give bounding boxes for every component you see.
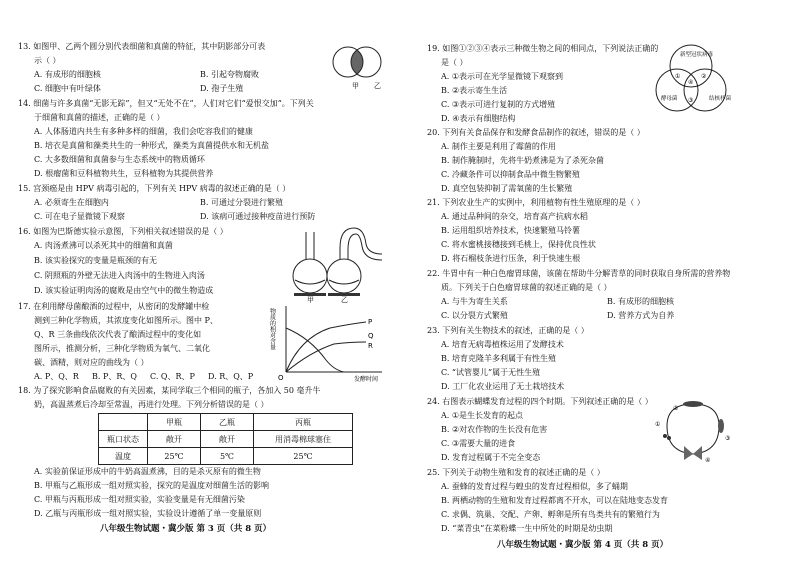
- q13-venn-diagram: [328, 40, 388, 92]
- caterpillar-icon: [683, 401, 703, 407]
- q17-stem-line3: Q、R 三条曲线依次代表了酿酒过程中的变化如: [34, 330, 202, 339]
- q18-experiment-table: [98, 413, 353, 465]
- table-cell: 用消毒棉球塞住: [254, 431, 353, 448]
- q21-stem: 21. 下列农业生产的实例中，利用植物有性生殖原理的是（ ）: [427, 198, 645, 207]
- q17-option-a: A. P、Q、R: [34, 372, 79, 381]
- q19-option-c: C. ③表示可进行复制的方式增殖: [441, 100, 556, 109]
- q18-option-c: C. 甲瓶与丙瓶形成一组对照实验，实验变量是有无细菌污染: [34, 495, 245, 504]
- q19-label-yeast: 酵母菌: [661, 96, 678, 102]
- q15-stem: 15. 宫颈癌是由 HPV 病毒引起的，下列有关 HPV 病毒的叙述正确的是（ ）: [18, 184, 291, 193]
- q22-option-c: C. 以分裂方式繁殖: [441, 311, 508, 320]
- table-row: [99, 448, 353, 465]
- q17-label-p: P: [368, 318, 373, 326]
- q17-stem-line4: 图所示，推测分析，三种化学物质为氧气、二氧化: [34, 344, 210, 353]
- q19-label-tb: 结核杆菌: [709, 96, 732, 102]
- q24-stage-3: ③: [725, 435, 731, 442]
- q22-stem-line2: 质。下列关于白色瘤胃球菌的叙述正确的是（ ）: [441, 283, 612, 292]
- q19-region-4: ④: [688, 79, 694, 86]
- q20-option-c: C. 冷藏条件可以抑制食品中微生物繁殖: [441, 170, 580, 179]
- q19-option-b: B. ②表示寄生生活: [441, 86, 508, 95]
- q17-stem-line2: 测到三种化学物质，其浓度变化如图所示。图中 P、: [34, 316, 218, 325]
- q16-stem: 16. 如图为巴斯德实验示意图，下列相关叙述错误的是（ ）: [18, 227, 228, 236]
- q22-option-a: A. 与牛为寄生关系: [441, 297, 508, 306]
- q19-option-d: D. ④表示有细胞结构: [441, 114, 516, 123]
- q13-label-a: 甲: [352, 82, 359, 90]
- q17-option-c: C. Q、R、P: [150, 372, 195, 381]
- q14-stem-line1: 14. 细菌与许多真菌“无影无踪”，但又“无处不在”，人们对它们“爱恨交加”。下列关: [18, 99, 314, 108]
- table-header-cell: 乙瓶: [201, 414, 254, 431]
- q19-region-3: ③: [688, 97, 694, 104]
- table-cell: 温度: [99, 448, 148, 465]
- q19-region-2: ②: [701, 73, 707, 80]
- q19-option-a: A. ①表示可在光学显微镜下观察到: [441, 72, 564, 81]
- exam-page-4: [397, 0, 794, 561]
- q17-label-r: R: [368, 342, 373, 350]
- table-cell: 25℃: [254, 448, 353, 465]
- q14-stem-line2: 于细菌和真菌的描述，正确的是（ ）: [34, 113, 165, 122]
- q25-option-c: C. 求偶、筑巢、交配、产卵、孵卵是所有鸟类共有的繁殖行为: [441, 510, 660, 519]
- q23-option-b: B. 培育克隆羊多利属于有性生殖: [441, 354, 556, 363]
- q13-option-d: D. 孢子生殖: [200, 84, 244, 93]
- q19-stem-line2: 是（ ）: [441, 58, 468, 67]
- table-cell: 瓶口状态: [99, 431, 148, 448]
- q19-label-virus: 新型冠状病毒: [680, 52, 714, 58]
- q19-region-1: ①: [675, 73, 681, 80]
- q20-option-b: B. 制作腌制时，先将牛奶煮沸是为了杀死杂菌: [441, 156, 604, 165]
- q17-option-b: B. P、R、Q: [92, 372, 137, 381]
- q24-stage-1-egg: ①: [655, 421, 661, 428]
- q19-three-circle-venn: [647, 42, 737, 122]
- table-row: [99, 414, 353, 431]
- q16-option-c: C. 阴照瓶的外壁无法进入肉汤中的生物进入肉汤: [34, 271, 205, 280]
- pupa-icon: [718, 419, 724, 433]
- q13-label-b: 乙: [374, 82, 381, 90]
- q13-option-c: C. 细胞中有叶绿体: [34, 84, 101, 93]
- q22-option-b: B. 有成形的细胞核: [607, 297, 674, 306]
- q22-stem-line1: 22. 牛胃中有一种白色瘤胃球菌，该菌在帮助牛分解青草的同时获取自身所需的营养物: [427, 269, 731, 278]
- table-header-cell: 丙瓶: [254, 414, 353, 431]
- q13-option-b: B. 引起夸物腐败: [200, 70, 259, 79]
- table-header-cell: 甲瓶: [148, 414, 201, 431]
- q18-option-b: B. 甲瓶与乙瓶形成一组对照实验，探究的是温度对细菌生活的影响: [34, 481, 269, 490]
- q13-stem-line2: 示（ ）: [34, 56, 61, 65]
- q23-option-a: A. 培育无病毒植株运用了发酵技术: [441, 340, 564, 349]
- q14-option-d: D. 根瘤菌和豆科植物共生，豆科植物为其提供营养: [34, 169, 214, 178]
- q23-option-d: D. 工厂化农业运用了无土栽培技术: [441, 382, 565, 391]
- q13-option-a: A. 有成形的细胞核: [34, 70, 101, 79]
- table-row: [99, 431, 353, 448]
- page-footer-4: 八年级生物试题・冀少版 第 4 页（共 8 页）: [497, 540, 669, 550]
- q21-option-a: A. 通过品种间的杂交，培育高产抗病水稻: [441, 212, 588, 221]
- q17-x-axis-label: 发酵时间: [354, 376, 379, 383]
- q18-stem-line2: 奶，高温蒸煮后冷却至常温，再进行处理。下列分析错误的是（ ）: [34, 400, 269, 409]
- egg-icon: [667, 436, 671, 440]
- q18-option-a: A. 实验前保证形成中的牛奶高温煮沸，目的是杀灭原有的微生物: [34, 467, 261, 476]
- butterfly-icon: [684, 446, 702, 460]
- q25-option-d: D. “菜青虫”在菜粉蝶一生中所处的时期是幼虫期: [441, 524, 613, 533]
- q15-option-a: A. 必须寄生在细胞内: [34, 198, 109, 207]
- q15-option-d: D. 该病可通过接种疫苗进行预防: [200, 212, 316, 221]
- egg-icon: [663, 434, 667, 438]
- q17-origin: O: [278, 374, 284, 382]
- q20-option-d: D. 真空包装抑制了需氧菌的生长繁殖: [441, 184, 573, 193]
- q25-stem: 25. 下列关于动物生殖和发育的叙述正确的是（ ）: [427, 468, 605, 477]
- q17-label-q: Q: [368, 332, 374, 340]
- q13-stem-line1: 13. 如图甲、乙两个圆分别代表细菌和真菌的特征，其中阴影部分可表: [18, 42, 266, 51]
- q24-stem: 24. 右图表示蝴蝶发育过程的四个时期。下列叙述正确的是（ ）: [427, 397, 653, 406]
- q16-option-b: B. 该实验探究的变量是瓶颈的有无: [34, 256, 157, 265]
- q24-option-d: D. 发育过程属于不完全变态: [441, 453, 541, 462]
- q23-option-c: C. “试管婴儿”属于无性生殖: [441, 368, 541, 377]
- table-cell: 5℃: [201, 448, 254, 465]
- q16-label-a: 甲: [307, 296, 314, 304]
- q24-option-a: A. ①是生长发育的起点: [441, 411, 524, 420]
- q16-label-b: 乙: [341, 296, 348, 304]
- q17-concentration-graph: [270, 298, 392, 382]
- q21-option-b: B. 运用组织培养技术，快速繁殖马铃薯: [441, 226, 580, 235]
- q20-option-a: A. 制作主要是利用了霉菌的作用: [441, 142, 556, 151]
- table-cell: 敞开: [148, 431, 201, 448]
- table-header-cell: [99, 414, 148, 431]
- q21-option-d: D. 将石榴枝条进行压条，利于快速生根: [441, 254, 581, 263]
- q14-option-b: B. 培衣是真菌和藻类共生的一种形式，藻类为真菌提供水和无机盐: [34, 141, 269, 150]
- q24-stage-1: ②: [673, 405, 679, 412]
- table-cell: 25℃: [148, 448, 201, 465]
- q21-option-c: C. 将水蜜桃接穗接到毛桃上，保持优良性状: [441, 240, 596, 249]
- q22-option-d: D. 营养方式为自养: [607, 311, 675, 320]
- q19-stem-line1: 19. 如图①②③④表示三种微生物之间的相同点，下列说法正确的: [427, 44, 659, 53]
- q18-option-d: D. 乙瓶与丙瓶形成一组对照实验，实验设计遵循了单一变量原则: [34, 509, 262, 518]
- q15-option-b: B. 可通过分裂进行繁殖: [200, 198, 283, 207]
- q15-option-c: C. 可在电子显微镜下观察: [34, 212, 125, 221]
- q16-option-d: D. 该实验证明肉汤的腐败是由空气中的微生物造成: [34, 286, 214, 295]
- q14-option-c: C. 大多数细菌和真菌参与生态系统中的物质循环: [34, 155, 205, 164]
- q24-option-b: B. ②对农作物的生长没有危害: [441, 425, 548, 434]
- q25-option-a: A. 蚕蜂的发育过程与蝗虫的发育过程相似，多了蛹期: [441, 482, 628, 491]
- q16-pasteur-flasks-figure: [290, 218, 390, 302]
- q23-stem: 23. 下列有关生物技术的叙述，正确的是（ ）: [427, 326, 589, 335]
- q17-stem-line5: 碳、酒精，则对应的曲线为（ ）: [34, 358, 149, 367]
- q14-option-a: A. 人体肠道内共生有多种多样的细菌，我们会吃容我们的健康: [34, 127, 253, 136]
- q24-butterfly-lifecycle-figure: [647, 396, 739, 468]
- q17-stem-line1: 17. 在利用酵母菌酿酒的过程中，从密闭的发酵罐中检: [18, 302, 210, 311]
- q25-option-b: B. 两栖动物的生殖和发育过程都离不开水，可以在陆地变态发育: [441, 496, 668, 505]
- q17-option-d: D. R、Q、P: [208, 372, 254, 381]
- q24-stage-4: ④: [705, 457, 711, 464]
- q18-stem-line1: 18. 为了探究影响食品腐败的有关因素，某同学取三个相同的瓶子，各加入 50 毫升牛: [18, 386, 321, 395]
- q24-option-c: C. ③需要大量的进食: [441, 439, 516, 448]
- q17-y-axis-label: 物质的相对含量: [268, 308, 276, 350]
- page-footer-3: 八年级生物试题・冀少版 第 3 页（共 8 页）: [100, 524, 272, 534]
- q20-stem: 20. 下列有关食品保存和发酵食品制作的叙述，错误的是（ ）: [427, 128, 645, 137]
- q16-option-a: A. 肉汤煮沸可以杀死其中的细菌和真菌: [34, 241, 173, 250]
- table-cell: 敞开: [201, 431, 254, 448]
